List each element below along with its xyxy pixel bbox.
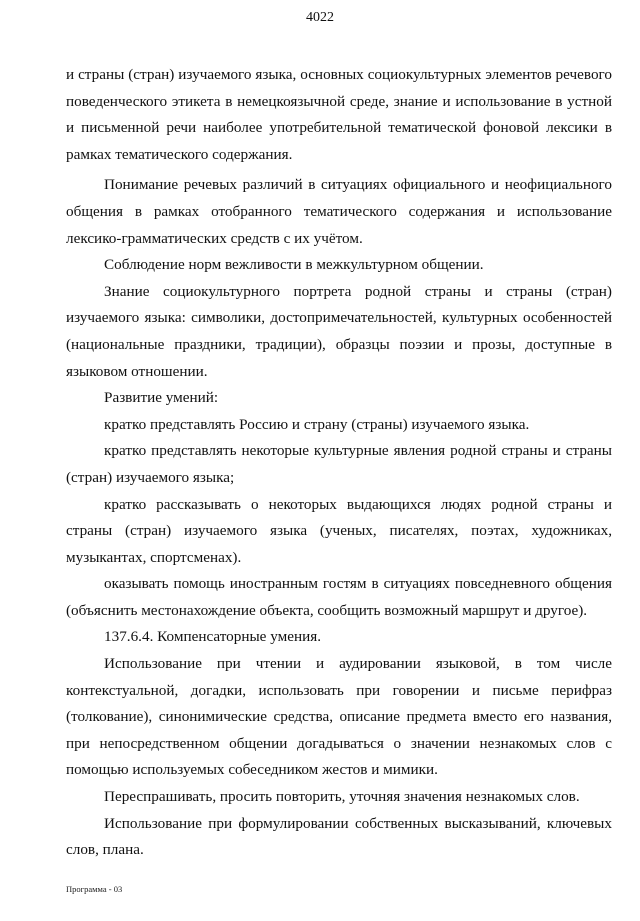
paragraph-8: кратко рассказывать о некоторых выдающихся людях родной страны и страны (стран) изучаемого языка (ученых, писателях, поэтах, художниках, музыкантах, спортсменах). — [66, 495, 612, 566]
paragraph-12: Переспрашивать, просить повторить, уточняя значения незнакомых слов. — [104, 788, 580, 806]
footer-label: Программа - 03 — [66, 884, 123, 894]
paragraph-6: кратко представлять Россию и страну (страны) изучаемого языка. — [104, 415, 530, 433]
paragraph-4: Знание социокультурного портрета родной страны и страны (стран) изучаемого языка: символики, достопримечательностей, культурных особенностей (национальные праздники, традиции), образцы поэзии и прозы, доступные в языковом отношении. — [66, 282, 612, 380]
paragraph-2: Понимание речевых различий в ситуациях официального и неофициального общения в рамках отобранного тематического содержания и использование лексико-грамматических средств с их учётом. — [66, 176, 612, 247]
section-heading: 137.6.4. Компенсаторные умения. — [104, 628, 321, 646]
paragraph-3: Соблюдение норм вежливости в межкультурном общении. — [104, 256, 484, 274]
document-body — [66, 62, 612, 864]
paragraph-11: Использование при чтении и аудировании языковой, в том числе контекстуальной, догадки, использовать при говорении и письме перифраз (толкование), синонимические средства, описание предмета вместо его названия, при непосредственном общении догадываться о значении незнакомых слов с помощью используемых собеседником жестов и мимики. — [66, 655, 612, 779]
paragraph-5: Развитие умений: — [104, 389, 219, 407]
paragraph-13: Использование при формулировании собственных высказываний, ключевых слов, плана. — [66, 814, 612, 859]
paragraph-9: оказывать помощь иностранным гостям в ситуациях повседневного общения (объяснить местонахождение объекта, сообщить возможный маршрут и другое). — [66, 575, 612, 619]
paragraph-7: кратко представлять некоторые культурные явления родной страны и страны (стран) изучаемого языка; — [66, 442, 612, 486]
paragraph-1: и страны (стран) изучаемого языка, основных социокультурных элементов речевого поведенческого этикета в немецкоязычной среде, знание и использование в устной и письменной речи наиболее употребительной тематической фоновой лексики в рамках тематического содержания. — [66, 66, 612, 163]
page-number: 4022 — [306, 10, 334, 25]
